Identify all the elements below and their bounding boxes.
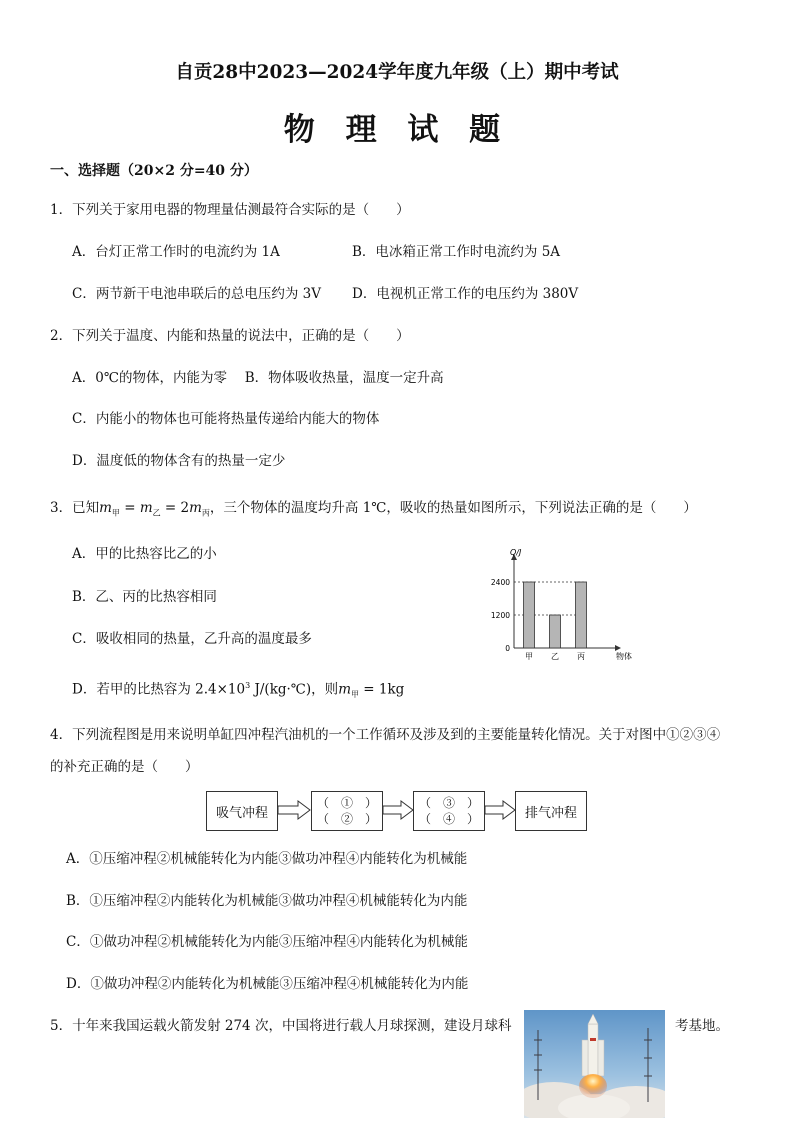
q4-option-b: B．①压缩冲程②内能转化为机械能③做功冲程④机械能转化为内能 bbox=[66, 893, 468, 909]
flow-arrow-icon bbox=[381, 800, 415, 820]
flow-box-intake-label: 吸气冲程 bbox=[215, 805, 268, 821]
sub-yi: 乙 bbox=[152, 508, 161, 518]
q1-option-b: B．电冰箱正常工作时电流约为 5A bbox=[352, 244, 561, 260]
flow-arrow-icon bbox=[276, 800, 312, 820]
q3-stem-prefix: 3．已知 bbox=[50, 500, 100, 516]
flow-blank-2: （ ② ） bbox=[316, 812, 377, 826]
q4-stem-line1: 4．下列流程图是用来说明单缸四冲程汽油机的一个工作循环及涉及到的主要能量转化情况。关于对图中①②③④ bbox=[50, 727, 721, 743]
q3-option-d bbox=[72, 677, 404, 704]
q1-stem: 1．下列关于家用电器的物理量估测最符合实际的是（ ） bbox=[50, 202, 410, 218]
q3-stem-suffix: ，三个物体的温度均升高 1℃，吸收的热量如图所示，下列说法正确的是（ ） bbox=[209, 500, 697, 516]
q5-stem-end: 考基地。 bbox=[675, 1018, 729, 1034]
q3-d-mid: J/(kg·℃)，则 bbox=[250, 681, 339, 698]
bar-0 bbox=[524, 582, 535, 648]
y-axis-label: Q/J bbox=[510, 548, 522, 557]
sub-bing: 丙 bbox=[201, 508, 210, 518]
q3-d-exponent: 3 bbox=[245, 681, 251, 690]
q3-option-c: C．吸收相同的热量，乙升高的温度最多 bbox=[72, 631, 312, 647]
q4-option-c: C．①做功冲程②机械能转化为内能③压缩冲程④内能转化为机械能 bbox=[66, 934, 468, 950]
chart-yticks bbox=[491, 578, 510, 653]
y-tick-label: 0 bbox=[505, 644, 510, 653]
sub-jia: 甲 bbox=[351, 690, 359, 700]
flow-box-exhaust bbox=[515, 791, 587, 831]
x-tick-label: 丙 bbox=[577, 652, 585, 661]
x-axis-label: 物体 bbox=[616, 652, 632, 661]
flow-box-exhaust-label: 排气冲程 bbox=[524, 805, 577, 821]
sub-jia: 甲 bbox=[111, 508, 120, 518]
mass-symbol: m bbox=[139, 500, 153, 516]
q2-option-d: D．温度低的物体含有的热量一定少 bbox=[72, 453, 286, 469]
equals-sign: = bbox=[119, 500, 140, 516]
mass-symbol: m bbox=[189, 500, 202, 516]
flow-blank-3: （ ③ ） bbox=[418, 796, 479, 810]
flow-box-34 bbox=[413, 791, 485, 831]
q2-stem: 2．下列关于温度、内能和热量的说法中，正确的是（ ） bbox=[50, 328, 410, 344]
mass-symbol: m bbox=[99, 500, 112, 516]
q2-option-c: C．内能小的物体也可能将热量传递给内能大的物体 bbox=[72, 411, 380, 427]
flow-box-intake bbox=[206, 791, 278, 831]
bar-2 bbox=[576, 582, 587, 648]
q4-option-d: D．①做功冲程②内能转化为机械能③压缩冲程④机械能转化为内能 bbox=[66, 976, 469, 992]
x-tick-label: 乙 bbox=[551, 652, 559, 661]
rocket-launch-image bbox=[524, 1010, 665, 1118]
flow-blank-4: （ ④ ） bbox=[418, 812, 479, 826]
q3-d-prefix: D．若甲的比热容为 2.4×10 bbox=[72, 681, 246, 698]
equals-two: = 2 bbox=[160, 500, 190, 516]
q3-stem bbox=[50, 499, 697, 523]
subject-title: 物 理 试 题 bbox=[283, 112, 511, 148]
q5-stem: 5．十年来我国运载火箭发射 274 次，中国将进行载人月球探测，建设月球科 bbox=[50, 1018, 512, 1034]
q2-option-ab: A．0℃的物体，内能为零 B．物体吸收热量，温度一定升高 bbox=[72, 370, 444, 386]
y-tick-label: 2400 bbox=[490, 578, 510, 587]
q4-option-a: A．①压缩冲程②机械能转化为内能③做功冲程④内能转化为机械能 bbox=[66, 851, 468, 867]
x-tick-label: 甲 bbox=[525, 652, 533, 661]
chart-xlabels bbox=[525, 652, 585, 661]
chart-bars bbox=[524, 582, 587, 648]
q3-option-b: B．乙、丙的比热容相同 bbox=[72, 589, 217, 605]
mass-symbol: m bbox=[338, 681, 351, 698]
q3-option-a: A．甲的比热容比乙的小 bbox=[72, 546, 217, 562]
y-tick-label: 1200 bbox=[490, 611, 510, 620]
q1-option-a: A．台灯正常工作时的电流约为 1A bbox=[72, 244, 280, 260]
q3-d-suffix: = 1kg bbox=[359, 681, 405, 698]
flow-blank-1: （ ① ） bbox=[316, 796, 377, 810]
heat-bar-chart bbox=[470, 545, 640, 663]
q1-option-c: C．两节新干电池串联后的总电压约为 3V bbox=[72, 286, 321, 302]
flow-box-12 bbox=[311, 791, 383, 831]
flow-arrow-icon bbox=[483, 800, 517, 820]
section-heading: 一、选择题（20×2 分=40 分） bbox=[50, 163, 258, 179]
bar-1 bbox=[550, 615, 561, 648]
exam-title: 自贡28中2023—2024学年度九年级（上）期中考试 bbox=[175, 62, 619, 83]
q1-option-d: D．电视机正常工作的电压约为 380V bbox=[352, 286, 579, 302]
q4-stem-line2: 的补充正确的是（ ） bbox=[50, 759, 199, 775]
